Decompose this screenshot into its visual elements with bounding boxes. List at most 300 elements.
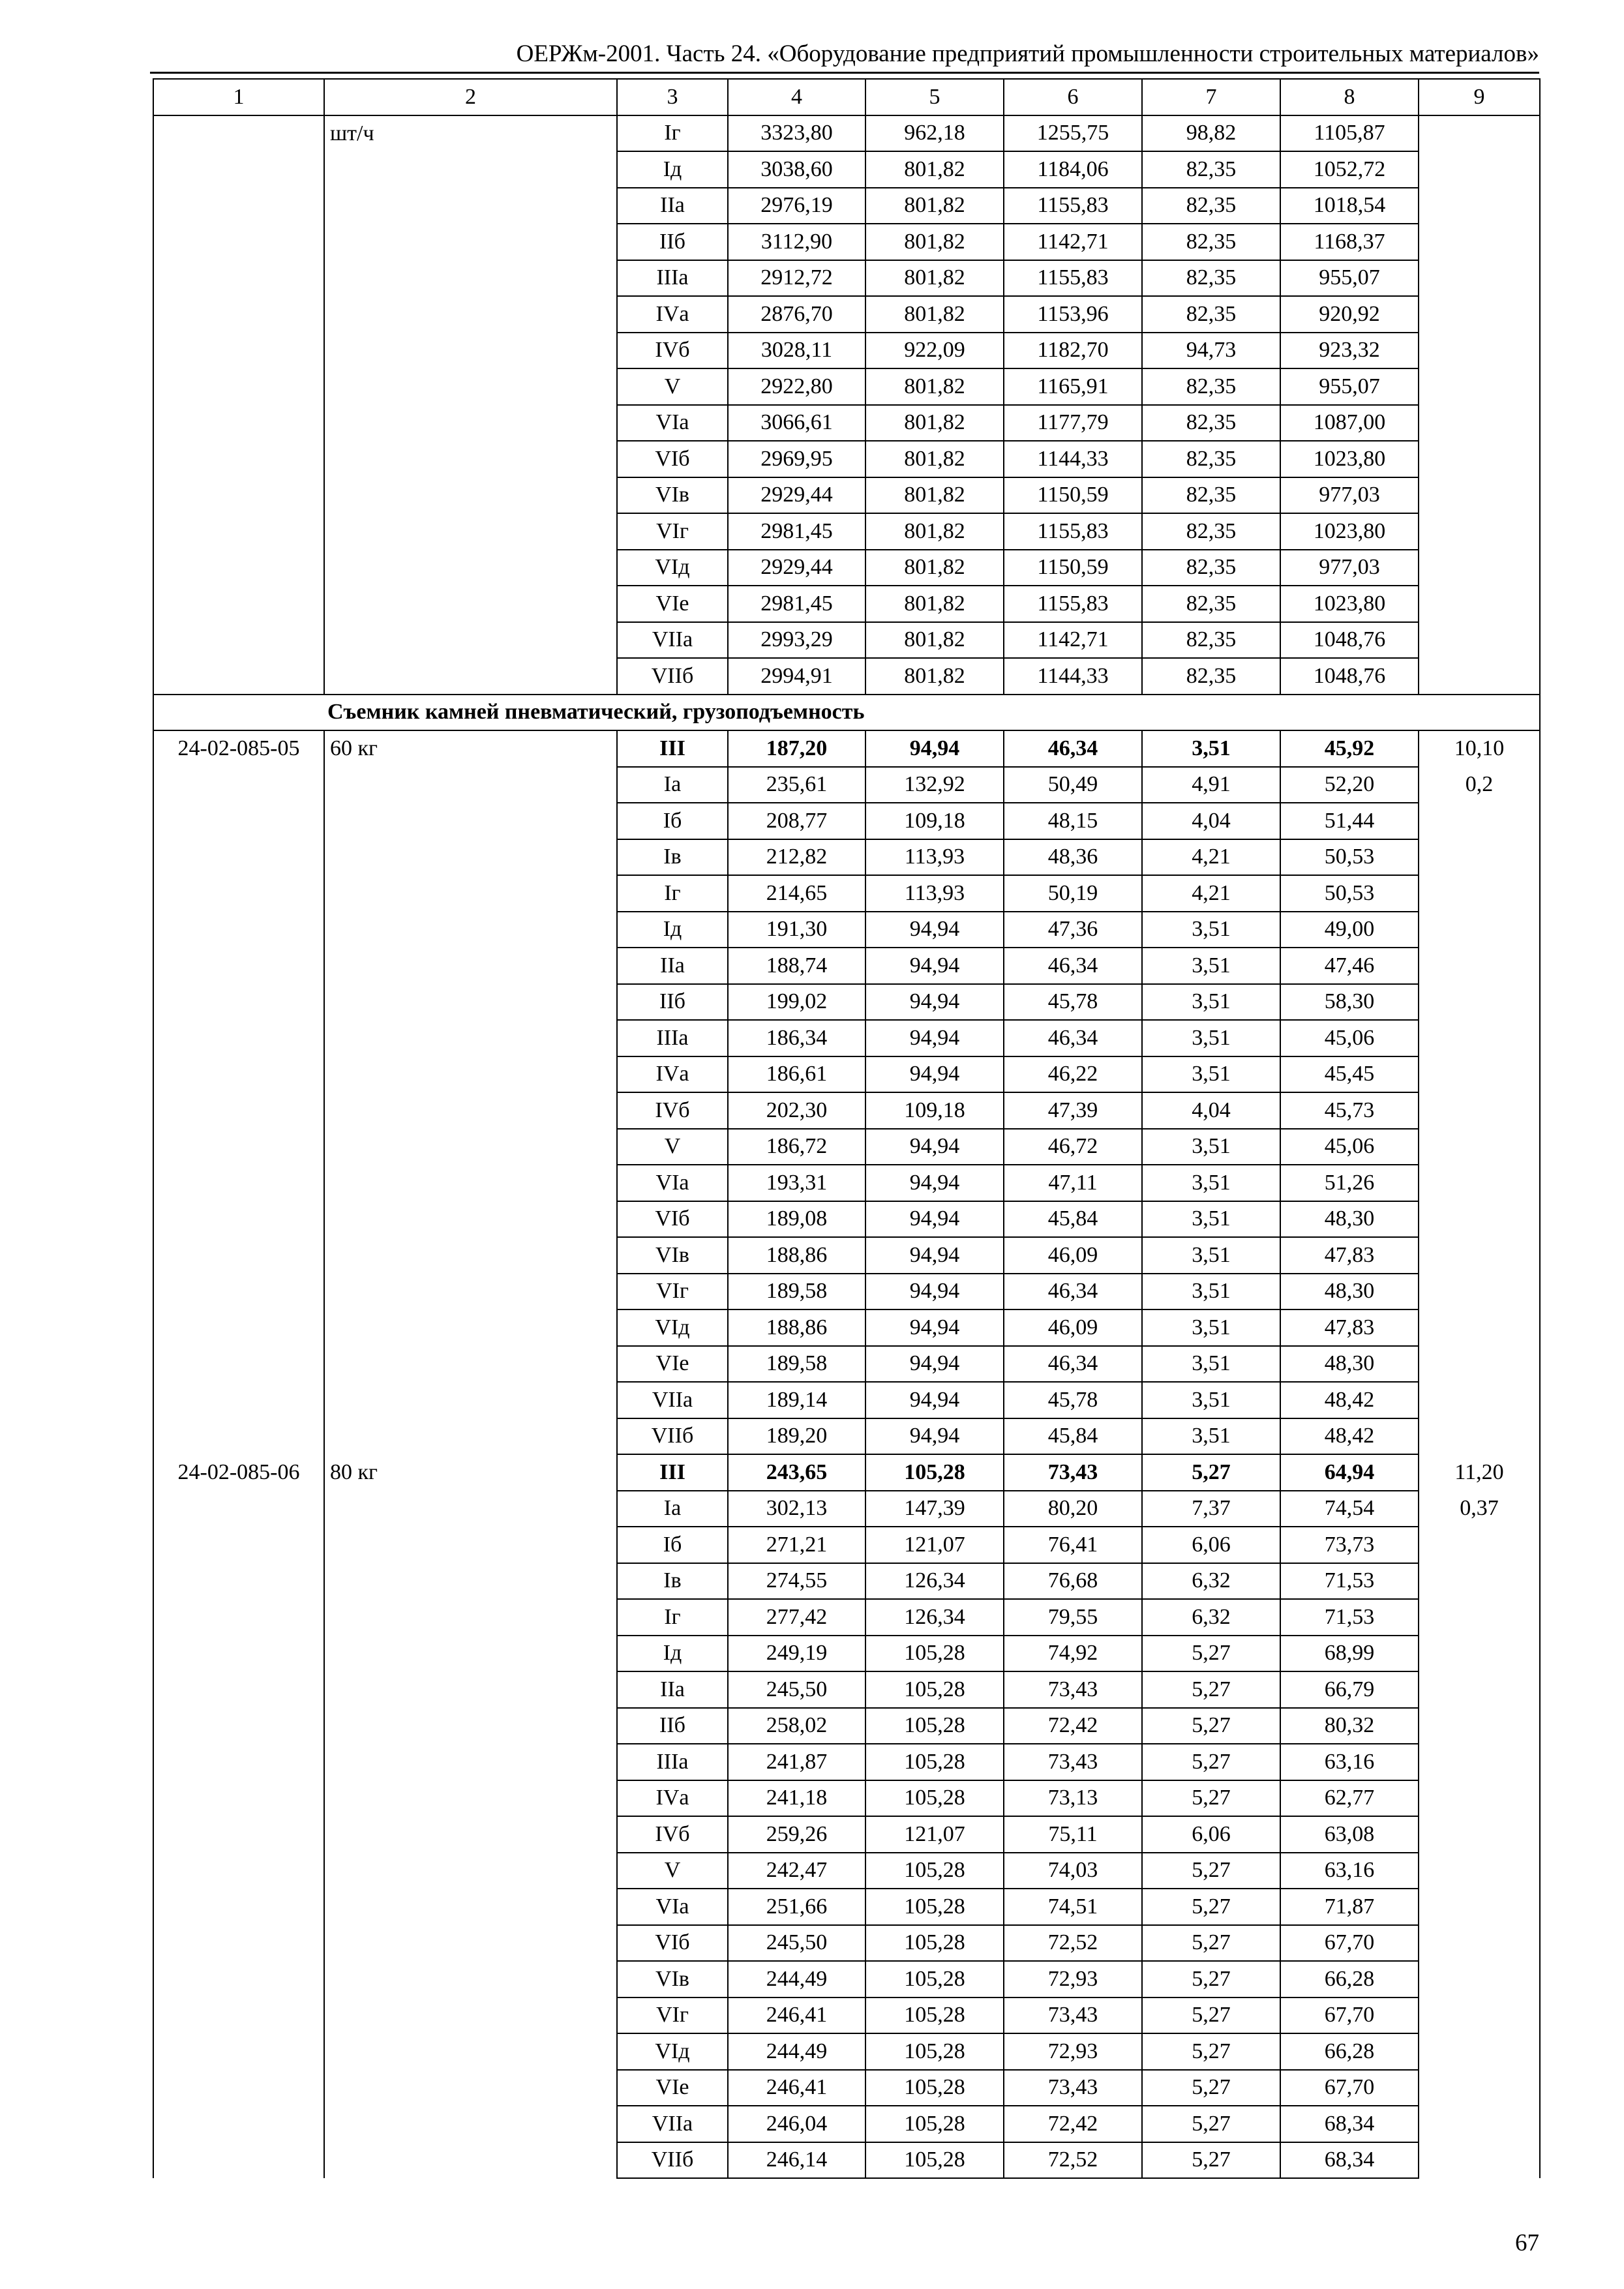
- cell-code: [153, 1309, 324, 1346]
- cell-labor: [1419, 1853, 1540, 1889]
- cell-machine-operation: 72,42: [1004, 1708, 1142, 1744]
- cell-labor: [1419, 405, 1540, 441]
- table-row: [153, 1961, 1540, 1997]
- cell-machinist-wages: 5,27: [1142, 2142, 1280, 2179]
- cell-materials: 74,54: [1280, 1491, 1419, 1527]
- cell-wages: 105,28: [865, 1853, 1004, 1889]
- cell-materials: 955,07: [1280, 368, 1419, 405]
- table-row: [153, 948, 1540, 984]
- cell-zone: Iв: [617, 839, 728, 876]
- cell-labor: [1419, 1599, 1540, 1636]
- column-number: 4: [728, 79, 865, 115]
- cell-code: [153, 1527, 324, 1563]
- cell-code: [153, 803, 324, 839]
- cell-zone: VIа: [617, 1889, 728, 1925]
- cell-zone: VIв: [617, 1961, 728, 1997]
- cell-unit: [324, 803, 617, 839]
- cell-materials: 50,53: [1280, 875, 1419, 912]
- cell-total-cost: 245,50: [728, 1671, 865, 1708]
- cell-total-cost: 2981,45: [728, 513, 865, 550]
- table-row: [153, 1092, 1540, 1129]
- table-row: [153, 803, 1540, 839]
- table-row: [153, 2142, 1540, 2179]
- table-row: [153, 1708, 1540, 1744]
- cell-total-cost: 2994,91: [728, 658, 865, 695]
- cell-machinist-wages: 82,35: [1142, 260, 1280, 297]
- table-row: [153, 1056, 1540, 1093]
- cell-code: [153, 1201, 324, 1238]
- cell-materials: 920,92: [1280, 296, 1419, 333]
- cell-unit: [324, 1418, 617, 1455]
- table-row: [153, 1454, 1540, 1491]
- cell-machinist-wages: 3,51: [1142, 1346, 1280, 1383]
- cell-machinist-wages: 6,32: [1142, 1563, 1280, 1600]
- cell-total-cost: 2929,44: [728, 477, 865, 514]
- cell-total-cost: 2929,44: [728, 550, 865, 586]
- cell-labor: [1419, 2142, 1540, 2179]
- table-row: [153, 296, 1540, 333]
- cell-machinist-wages: 3,51: [1142, 1129, 1280, 1165]
- cell-total-cost: 191,30: [728, 912, 865, 948]
- cell-code: 24-02-085-05: [153, 730, 324, 767]
- cell-labor: 10,10: [1419, 730, 1540, 767]
- table-row: [153, 1563, 1540, 1600]
- cell-total-cost: 251,66: [728, 1889, 865, 1925]
- cell-total-cost: 245,50: [728, 1925, 865, 1962]
- cell-machine-operation: 47,36: [1004, 912, 1142, 948]
- cell-total-cost: 212,82: [728, 839, 865, 876]
- cell-zone: VIв: [617, 477, 728, 514]
- cell-zone: III: [617, 730, 728, 767]
- cell-zone: Iг: [617, 115, 728, 152]
- cell-total-cost: 186,61: [728, 1056, 865, 1093]
- cell-unit: [324, 2033, 617, 2070]
- cell-zone: VIд: [617, 550, 728, 586]
- cell-wages: 94,94: [865, 1129, 1004, 1165]
- cell-zone: VIIа: [617, 1382, 728, 1418]
- cell-unit: [324, 1816, 617, 1853]
- cell-zone: VIг: [617, 1997, 728, 2034]
- cell-code: [153, 1780, 324, 1817]
- cell-materials: 51,44: [1280, 803, 1419, 839]
- cell-code: [153, 948, 324, 984]
- cell-unit: [324, 260, 617, 297]
- cell-unit: 60 кг: [324, 730, 617, 767]
- cell-materials: 66,28: [1280, 2033, 1419, 2070]
- cell-zone: VIб: [617, 441, 728, 477]
- cell-machinist-wages: 82,35: [1142, 622, 1280, 659]
- table-row: [153, 260, 1540, 297]
- table-row: [153, 622, 1540, 659]
- cell-code: [153, 1274, 324, 1310]
- cell-code: [153, 1671, 324, 1708]
- cell-machinist-wages: 5,27: [1142, 1780, 1280, 1817]
- cell-machinist-wages: 4,21: [1142, 875, 1280, 912]
- cell-machine-operation: 1144,33: [1004, 441, 1142, 477]
- cell-total-cost: 2922,80: [728, 368, 865, 405]
- table-row: [153, 1599, 1540, 1636]
- cell-wages: 801,82: [865, 477, 1004, 514]
- cell-total-cost: 208,77: [728, 803, 865, 839]
- table-row: [153, 1201, 1540, 1238]
- cell-machine-operation: 1184,06: [1004, 151, 1142, 188]
- cell-unit: [324, 188, 617, 224]
- cell-machinist-wages: 4,91: [1142, 767, 1280, 803]
- cell-materials: 67,70: [1280, 2070, 1419, 2106]
- cell-machinist-wages: 5,27: [1142, 1744, 1280, 1780]
- cell-code: 24-02-085-06: [153, 1454, 324, 1491]
- cell-unit: [324, 2106, 617, 2142]
- cell-code: [153, 912, 324, 948]
- cell-wages: 94,94: [865, 1346, 1004, 1383]
- cell-unit: [324, 2070, 617, 2106]
- cell-code: [153, 368, 324, 405]
- cell-machine-operation: 46,09: [1004, 1237, 1142, 1274]
- cell-zone: VIIа: [617, 622, 728, 659]
- cell-zone: VIе: [617, 586, 728, 622]
- cell-wages: 801,82: [865, 658, 1004, 695]
- cell-zone: IVа: [617, 1056, 728, 1093]
- cell-machinist-wages: 5,27: [1142, 1925, 1280, 1962]
- cell-unit: [324, 912, 617, 948]
- cell-materials: 62,77: [1280, 1780, 1419, 1817]
- table-row: [153, 1129, 1540, 1165]
- cell-materials: 66,28: [1280, 1961, 1419, 1997]
- cell-code: [153, 2106, 324, 2142]
- cell-materials: 47,46: [1280, 948, 1419, 984]
- cell-materials: 80,32: [1280, 1708, 1419, 1744]
- cell-wages: 105,28: [865, 1671, 1004, 1708]
- cell-zone: Iб: [617, 803, 728, 839]
- cell-labor: [1419, 912, 1540, 948]
- cell-labor: [1419, 368, 1540, 405]
- cell-labor: [1419, 1020, 1540, 1056]
- cell-unit: [324, 550, 617, 586]
- cell-machinist-wages: 82,35: [1142, 658, 1280, 695]
- cell-code: [153, 115, 324, 152]
- cell-zone: VIд: [617, 1309, 728, 1346]
- cell-machine-operation: 72,93: [1004, 1961, 1142, 1997]
- cell-total-cost: 2981,45: [728, 586, 865, 622]
- column-number: 2: [324, 79, 617, 115]
- cell-code: [153, 224, 324, 260]
- cell-machinist-wages: 5,27: [1142, 1997, 1280, 2034]
- cell-materials: 1087,00: [1280, 405, 1419, 441]
- cell-wages: 94,94: [865, 1309, 1004, 1346]
- cell-total-cost: 2969,95: [728, 441, 865, 477]
- cell-code: [153, 2033, 324, 2070]
- cell-unit: 80 кг: [324, 1454, 617, 1491]
- table-row: [153, 1889, 1540, 1925]
- cell-total-cost: 2912,72: [728, 260, 865, 297]
- column-numbers-row: [153, 79, 1540, 115]
- cell-labor: [1419, 1092, 1540, 1129]
- cell-unit: [324, 1997, 617, 2034]
- cell-unit: [324, 1563, 617, 1600]
- cell-code: [153, 767, 324, 803]
- cell-machine-operation: 1150,59: [1004, 477, 1142, 514]
- cell-total-cost: 193,31: [728, 1165, 865, 1201]
- cell-materials: 1105,87: [1280, 115, 1419, 152]
- cell-zone: VIд: [617, 2033, 728, 2070]
- table-row: [153, 1816, 1540, 1853]
- cell-materials: 977,03: [1280, 477, 1419, 514]
- cell-machine-operation: 72,52: [1004, 2142, 1142, 2179]
- cell-code: [153, 658, 324, 695]
- cell-wages: 801,82: [865, 441, 1004, 477]
- cell-zone: Iв: [617, 1563, 728, 1600]
- cell-zone: V: [617, 1853, 728, 1889]
- cell-wages: 801,82: [865, 513, 1004, 550]
- cell-total-cost: 244,49: [728, 1961, 865, 1997]
- cell-materials: 45,06: [1280, 1020, 1419, 1056]
- cell-zone: VIIа: [617, 2106, 728, 2142]
- cell-machinist-wages: 5,27: [1142, 1961, 1280, 1997]
- cell-machine-operation: 75,11: [1004, 1816, 1142, 1853]
- cell-total-cost: 186,34: [728, 1020, 865, 1056]
- cell-machinist-wages: 3,51: [1142, 1165, 1280, 1201]
- cell-total-cost: 235,61: [728, 767, 865, 803]
- cell-zone: Iг: [617, 1599, 728, 1636]
- table-row: [153, 2106, 1540, 2142]
- cell-zone: VIб: [617, 1925, 728, 1962]
- cell-unit: [324, 151, 617, 188]
- cell-code: [153, 2070, 324, 2106]
- cell-zone: VIа: [617, 405, 728, 441]
- cell-total-cost: 3112,90: [728, 224, 865, 260]
- table-row: [153, 1274, 1540, 1310]
- cell-machinist-wages: 3,51: [1142, 984, 1280, 1021]
- cell-labor: [1419, 1925, 1540, 1962]
- cell-materials: 48,42: [1280, 1382, 1419, 1418]
- cell-total-cost: 187,20: [728, 730, 865, 767]
- table-row: [153, 839, 1540, 876]
- cell-code: [153, 151, 324, 188]
- cell-labor: [1419, 296, 1540, 333]
- cell-unit: [324, 948, 617, 984]
- section-title-row: [153, 695, 1540, 731]
- cell-machinist-wages: 82,35: [1142, 368, 1280, 405]
- cell-zone: IIб: [617, 1708, 728, 1744]
- cell-machine-operation: 45,84: [1004, 1201, 1142, 1238]
- cell-zone: VIIб: [617, 2142, 728, 2179]
- cell-machinist-wages: 3,51: [1142, 730, 1280, 767]
- cell-machine-operation: 76,68: [1004, 1563, 1142, 1600]
- table-row: [153, 1165, 1540, 1201]
- cell-total-cost: 246,41: [728, 1997, 865, 2034]
- cell-wages: 94,94: [865, 1165, 1004, 1201]
- cell-code: [153, 622, 324, 659]
- cell-labor: [1419, 550, 1540, 586]
- cell-labor: [1419, 1056, 1540, 1093]
- table-row: [153, 875, 1540, 912]
- cell-unit: [324, 767, 617, 803]
- cell-machine-operation: 46,34: [1004, 1274, 1142, 1310]
- cell-machine-operation: 50,19: [1004, 875, 1142, 912]
- cell-unit: [324, 1165, 617, 1201]
- cell-unit: [324, 1889, 617, 1925]
- cell-machinist-wages: 3,51: [1142, 948, 1280, 984]
- cell-machinist-wages: 82,35: [1142, 441, 1280, 477]
- cell-machine-operation: 74,92: [1004, 1636, 1142, 1672]
- cell-wages: 105,28: [865, 2070, 1004, 2106]
- cell-machinist-wages: 4,04: [1142, 1092, 1280, 1129]
- cell-materials: 1023,80: [1280, 586, 1419, 622]
- cell-unit: [324, 1961, 617, 1997]
- cell-machine-operation: 1150,59: [1004, 550, 1142, 586]
- cell-unit: [324, 622, 617, 659]
- cell-unit: [324, 368, 617, 405]
- cell-labor: [1419, 1309, 1540, 1346]
- cell-zone: IVб: [617, 1092, 728, 1129]
- cell-wages: 801,82: [865, 622, 1004, 659]
- column-number: 9: [1419, 79, 1540, 115]
- cell-machinist-wages: 5,27: [1142, 1671, 1280, 1708]
- cell-wages: 109,18: [865, 803, 1004, 839]
- cell-code: [153, 1997, 324, 2034]
- cell-wages: 801,82: [865, 188, 1004, 224]
- cell-wages: 94,94: [865, 912, 1004, 948]
- cell-labor: 0,37: [1419, 1491, 1540, 1527]
- cell-wages: 94,94: [865, 1201, 1004, 1238]
- cell-machinist-wages: 3,51: [1142, 912, 1280, 948]
- cell-materials: 48,30: [1280, 1346, 1419, 1383]
- cell-wages: 94,94: [865, 1056, 1004, 1093]
- cell-zone: IIб: [617, 224, 728, 260]
- cell-labor: [1419, 1527, 1540, 1563]
- cell-machine-operation: 1155,83: [1004, 513, 1142, 550]
- cell-labor: [1419, 1961, 1540, 1997]
- cell-machinist-wages: 82,35: [1142, 296, 1280, 333]
- cell-code: [153, 1925, 324, 1962]
- cell-materials: 1023,80: [1280, 441, 1419, 477]
- cell-machine-operation: 76,41: [1004, 1527, 1142, 1563]
- cell-labor: [1419, 1237, 1540, 1274]
- cell-machine-operation: 46,72: [1004, 1129, 1142, 1165]
- cell-materials: 45,45: [1280, 1056, 1419, 1093]
- cell-code: [153, 1599, 324, 1636]
- cell-materials: 48,42: [1280, 1418, 1419, 1455]
- cell-code: [153, 260, 324, 297]
- cell-machine-operation: 72,52: [1004, 1925, 1142, 1962]
- cell-unit: [324, 1744, 617, 1780]
- cell-labor: [1419, 1636, 1540, 1672]
- cell-labor: [1419, 1165, 1540, 1201]
- column-number: 8: [1280, 79, 1419, 115]
- cell-code: [153, 875, 324, 912]
- cell-materials: 45,92: [1280, 730, 1419, 767]
- cell-total-cost: 3323,80: [728, 115, 865, 152]
- cell-wages: 105,28: [865, 1780, 1004, 1817]
- cell-machine-operation: 1155,83: [1004, 586, 1142, 622]
- cell-wages: 94,94: [865, 730, 1004, 767]
- cell-machine-operation: 73,43: [1004, 1997, 1142, 2034]
- cell-labor: [1419, 333, 1540, 369]
- cell-code: [153, 1961, 324, 1997]
- cell-total-cost: 249,19: [728, 1636, 865, 1672]
- cell-labor: [1419, 622, 1540, 659]
- cell-machinist-wages: 3,51: [1142, 1201, 1280, 1238]
- cell-machinist-wages: 5,27: [1142, 1636, 1280, 1672]
- table-row: [153, 1997, 1540, 2034]
- cell-zone: IIа: [617, 948, 728, 984]
- cell-machine-operation: 46,34: [1004, 1020, 1142, 1056]
- cell-total-cost: 2876,70: [728, 296, 865, 333]
- cell-total-cost: 2993,29: [728, 622, 865, 659]
- cell-unit: [324, 333, 617, 369]
- table-row: [153, 1527, 1540, 1563]
- cell-wages: 801,82: [865, 368, 1004, 405]
- cell-machinist-wages: 5,27: [1142, 2033, 1280, 2070]
- cell-labor: 0,2: [1419, 767, 1540, 803]
- section-title: Съемник камней пневматический, грузоподъемность: [153, 695, 1540, 731]
- cell-unit: [324, 441, 617, 477]
- cell-wages: 113,93: [865, 875, 1004, 912]
- cell-labor: [1419, 1382, 1540, 1418]
- cell-code: [153, 188, 324, 224]
- table-row: [153, 912, 1540, 948]
- cell-unit: [324, 1020, 617, 1056]
- cell-machine-operation: 72,93: [1004, 2033, 1142, 2070]
- cell-total-cost: 241,18: [728, 1780, 865, 1817]
- cell-materials: 47,83: [1280, 1309, 1419, 1346]
- cell-labor: [1419, 1201, 1540, 1238]
- cell-total-cost: 188,86: [728, 1237, 865, 1274]
- cell-wages: 801,82: [865, 260, 1004, 297]
- cell-machine-operation: 1155,83: [1004, 260, 1142, 297]
- cell-total-cost: 189,14: [728, 1382, 865, 1418]
- cell-total-cost: 188,74: [728, 948, 865, 984]
- cell-code: [153, 1418, 324, 1455]
- cell-total-cost: 3038,60: [728, 151, 865, 188]
- cell-machine-operation: 46,34: [1004, 1346, 1142, 1383]
- cell-machinist-wages: 5,27: [1142, 1454, 1280, 1491]
- cell-labor: [1419, 260, 1540, 297]
- cell-zone: Iб: [617, 1527, 728, 1563]
- cell-total-cost: 199,02: [728, 984, 865, 1021]
- column-number: 7: [1142, 79, 1280, 115]
- cell-materials: 71,87: [1280, 1889, 1419, 1925]
- cell-materials: 64,94: [1280, 1454, 1419, 1491]
- table-row: [153, 1744, 1540, 1780]
- cell-total-cost: 189,20: [728, 1418, 865, 1455]
- cell-unit: [324, 1274, 617, 1310]
- cell-machinist-wages: 94,73: [1142, 333, 1280, 369]
- cell-machine-operation: 47,39: [1004, 1092, 1142, 1129]
- table-row: [153, 730, 1540, 767]
- cell-wages: 147,39: [865, 1491, 1004, 1527]
- cell-total-cost: 271,21: [728, 1527, 865, 1563]
- cell-code: [153, 839, 324, 876]
- cell-wages: 105,28: [865, 1997, 1004, 2034]
- table-row: [153, 1491, 1540, 1527]
- cell-wages: 801,82: [865, 405, 1004, 441]
- cell-materials: 45,73: [1280, 1092, 1419, 1129]
- cell-wages: 105,28: [865, 1889, 1004, 1925]
- cell-machine-operation: 1142,71: [1004, 224, 1142, 260]
- cell-machinist-wages: 82,35: [1142, 405, 1280, 441]
- cell-wages: 801,82: [865, 224, 1004, 260]
- cell-zone: Iд: [617, 151, 728, 188]
- cell-code: [153, 1491, 324, 1527]
- cell-zone: VIе: [617, 2070, 728, 2106]
- cell-unit: [324, 513, 617, 550]
- table-row: [153, 1346, 1540, 1383]
- cell-zone: IIа: [617, 188, 728, 224]
- cell-machine-operation: 73,43: [1004, 1744, 1142, 1780]
- cell-unit: [324, 1671, 617, 1708]
- cell-labor: [1419, 1346, 1540, 1383]
